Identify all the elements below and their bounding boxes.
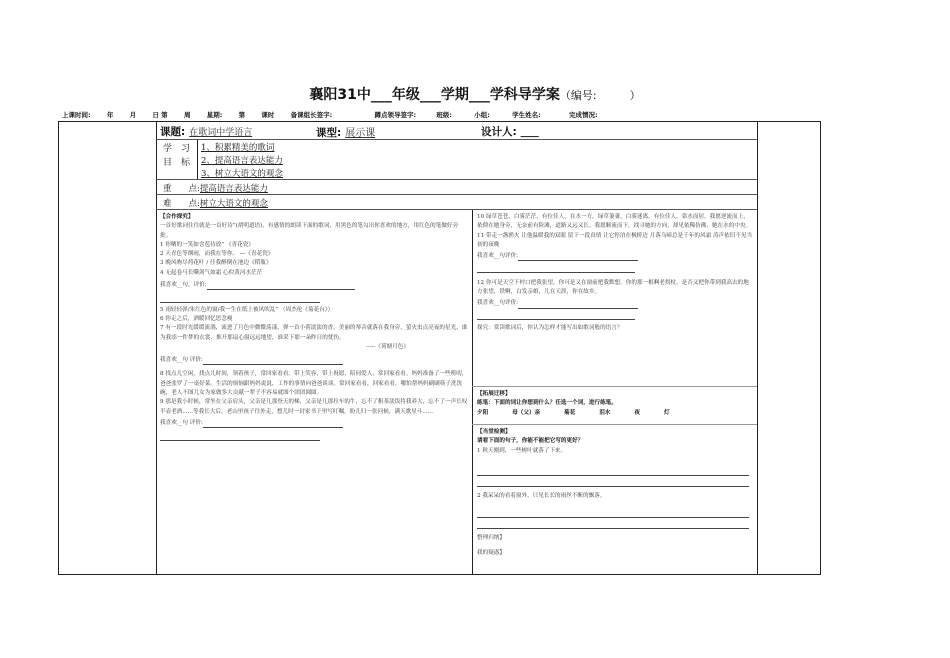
prompt-word: 泪水 [599, 409, 611, 416]
lesson-table [58, 121, 821, 575]
lyric-paragraph: 12 你可是天空下村口把我张望，你可是又在窗前把我默想。你的那一根啊老拐杖，是否又把你带到我高去的地方张望，铁啊，白发亲娘，儿在天涯，你在故乡。 [477, 279, 749, 296]
answer-blank[interactable] [207, 283, 355, 290]
lyric-line: 2 天青色等烟雨，而我在等你。 —《青花瓷》 [160, 251, 274, 258]
prompt-word: 夕阳 [477, 409, 489, 416]
info-field: 年 [106, 111, 114, 119]
topic-label: 课题: [160, 126, 186, 138]
column-divider [156, 122, 157, 574]
designer-value: ____ [520, 128, 539, 138]
summary-section [477, 534, 753, 559]
evaluation-prompt: 我喜欢__句评价: [477, 253, 519, 260]
lesson-info-line [62, 110, 612, 119]
row-divider [156, 179, 757, 180]
answer-blank[interactable] [477, 266, 635, 273]
key-point-row [163, 182, 268, 194]
right-content-section [477, 213, 753, 333]
answer-blank[interactable] [160, 296, 320, 303]
info-field: 日 第 [152, 111, 168, 119]
goal-label-divider [197, 139, 198, 179]
key-point-label: 重 点: [163, 184, 200, 194]
row-divider [156, 194, 757, 195]
lyric-source: -----《荷塘月色》 [365, 343, 409, 350]
answer-blank[interactable] [203, 358, 343, 365]
evaluation-prompt: 我喜欢__句 评价: [160, 419, 203, 426]
summary-label: 整理归纳】 [477, 535, 505, 541]
info-field: 周 [183, 111, 191, 119]
row-divider [156, 209, 757, 210]
title-sub: （编号: ） [559, 89, 641, 102]
info-field: 第 [238, 111, 246, 119]
answer-blank[interactable] [518, 302, 638, 309]
lyric-line: 6 你走之后，酒暖回忆思念瘦 [160, 315, 233, 322]
goal-item: 1、积累精美的歌词 [201, 143, 275, 153]
cooperative-inquiry-section [160, 213, 469, 441]
answer-line[interactable] [477, 517, 749, 518]
answer-blank[interactable] [160, 434, 320, 441]
info-field: 星期: [206, 111, 223, 119]
info-field: 上课时间: [62, 111, 91, 119]
answer-line[interactable] [477, 486, 749, 487]
info-field: 月 [129, 111, 137, 119]
lyric-paragraph: 7 有一段时光缓缓流淌，流进了月色中微微荡漾，弹一首小荷淡淡的香，美丽的琴音就落在我身旁，萤火虫点亮夜的星光，谁为我添一件梦的衣裳，推开那扇心窗远远地望，谁采下那一朵昨日的忧伤。 [160, 325, 468, 341]
info-field: 备课组长签字: [290, 111, 333, 119]
evaluation-prompt: 我喜欢__句，评价: [160, 282, 207, 289]
key-point-value: 提高语言表达能力 [199, 184, 268, 194]
lyric-paragraph: 11 带走一盏渔火 让他温暖我的双眼 留下一段真情 让它停泊在枫桥边 月落乌啼总是千年的风霜 涛声依旧不见当初的夜晚 [477, 232, 753, 248]
doubt-label: 我的疑惑】 [477, 550, 505, 557]
extension-task: 练笔：下面的词让你想到什么？任选一个词，进行练笔。 [477, 400, 617, 407]
prompt-word: 灯 [663, 409, 670, 416]
row-divider [472, 386, 757, 387]
title-main: 襄阳31中___年级___学期___学科导学案 [309, 87, 560, 103]
goal-item: 3、树立大语文的观念 [201, 169, 283, 179]
answer-blank[interactable] [203, 421, 343, 428]
info-field: 学生姓名: [512, 111, 541, 119]
topic-value: 在歌词中学语言 [189, 128, 253, 138]
section-heading: 【当堂检测】 [477, 429, 511, 435]
inquiry-question: 探究：赏读歌词后，你认为怎样才能写出如歌词般的语言？ [477, 324, 623, 331]
prompt-word: 母（父）亲 [512, 409, 541, 416]
document-title [0, 84, 950, 104]
section-heading: 【拓展迁移】 [477, 391, 511, 397]
designer-label: 设计人: [481, 126, 517, 138]
check-item-2 [477, 492, 753, 501]
lyric-paragraph: 10 绿草苍苍，白雾茫茫，有位佳人，在水一方。绿草萋萋，白雾迷离，有位佳人，靠水而居。我愿逆流而上，依偎在她身旁，无奈前有险滩，道路又远又长。我愿顺流而下，找寻她的方向，却见依稀仿佛，她在水的中央。 [477, 214, 752, 230]
answer-blank[interactable] [518, 254, 638, 261]
evaluation-prompt: 我喜欢__句评价: [477, 300, 519, 307]
lyric-line: 1 你晒的一笑如含苞待放” 《青花瓷》 [160, 241, 254, 248]
column-divider-right [757, 122, 758, 574]
info-field: 课时 [261, 111, 275, 119]
evaluation-prompt: 我喜欢__句 评价: [160, 357, 203, 364]
difficulty-row [163, 197, 268, 209]
answer-line[interactable] [477, 475, 749, 476]
extension-section [477, 390, 753, 418]
prompt-word: 菊花 [564, 409, 576, 416]
prompt-word: 夜 [634, 409, 641, 416]
row-divider [156, 139, 757, 140]
type-label: 课型: [316, 127, 342, 139]
goals-label: 目 标 [163, 158, 191, 168]
difficulty-value: 树立大语文的观念 [199, 199, 268, 209]
info-field: 完成情况: [568, 111, 598, 119]
classroom-check-section [477, 428, 753, 456]
goal-item: 2、提高语言表达能力 [201, 156, 283, 166]
topic-field [160, 124, 252, 139]
check-sentence: 1 秋天刚到，一些树叶就落了下来。 [477, 447, 567, 454]
answer-line[interactable] [477, 528, 749, 529]
difficulty-label: 难 点: [163, 199, 200, 209]
type-value: 展示课 [345, 128, 376, 139]
check-task: 请看下面的句子，你能不能把它写的更好？ [477, 438, 584, 445]
answer-blank[interactable] [477, 313, 635, 320]
lyric-line: 4 无起卷马长嘶剑气如霜 心似黄河水茫茫 [160, 269, 263, 276]
lyric-line: 5 雨轻轻弹/朱红色的窗/我一生在纸上被风吹乱” （周杰伦《菊花台》） [160, 306, 334, 313]
info-field: 小组: [474, 111, 490, 119]
intro-text: 一首好歌词往往就是一首好诗”(胡明道语)，有感情的朗读下面的歌词，用黑色的笔勾出你喜欢的地方，用红色的笔做好旁批。 [160, 223, 459, 239]
info-field: 蹲点领导签字: [374, 111, 417, 119]
section-heading: 【合作探究】 [160, 214, 194, 220]
info-field: 班级: [436, 111, 452, 119]
row-divider [472, 424, 757, 425]
lyric-paragraph: 8 找点儿空闲，找点儿时间，领着孩子，常回家看看。带上笑容，带上祝愿，陪同爱人，常回家看看。妈妈准备了一些唠叨，爸爸张罗了一桌好菜。生活的烦恼跟妈妈说说，工作的事情向爸爸谈谈。常回家看看，回家看看，哪怕帮妈妈刷刷筷子洗洗碗，老人不图儿女为家做多大贡献一辈子不容易就图个团团圆圆。 [160, 371, 468, 397]
lyric-line: 3 晚风吻尽荷花叶 / 任我醉倒在池边《稻瓶》 [160, 260, 272, 267]
check-sentence: 2 我呆呆的看着窗外，只见长长的雨丝不断的飘落。 [477, 493, 606, 499]
goals-label: 学 习 [163, 144, 191, 154]
designer-field [481, 124, 539, 139]
column-divider-middle [472, 209, 473, 574]
type-field [316, 124, 375, 140]
lyric-paragraph: 9 那是我小时候，常坐在父亲肩头，父亲是儿那登天的梯，父亲是儿那拉车的牛，忘不了粗茶淡饭将我养大，忘不了一声长叹半壶老酒......等我长大后，老山里孩子往外走，想儿时一封家书千里写叮嘱，盼儿归一张问候，满天歌星斗...... [160, 399, 468, 415]
